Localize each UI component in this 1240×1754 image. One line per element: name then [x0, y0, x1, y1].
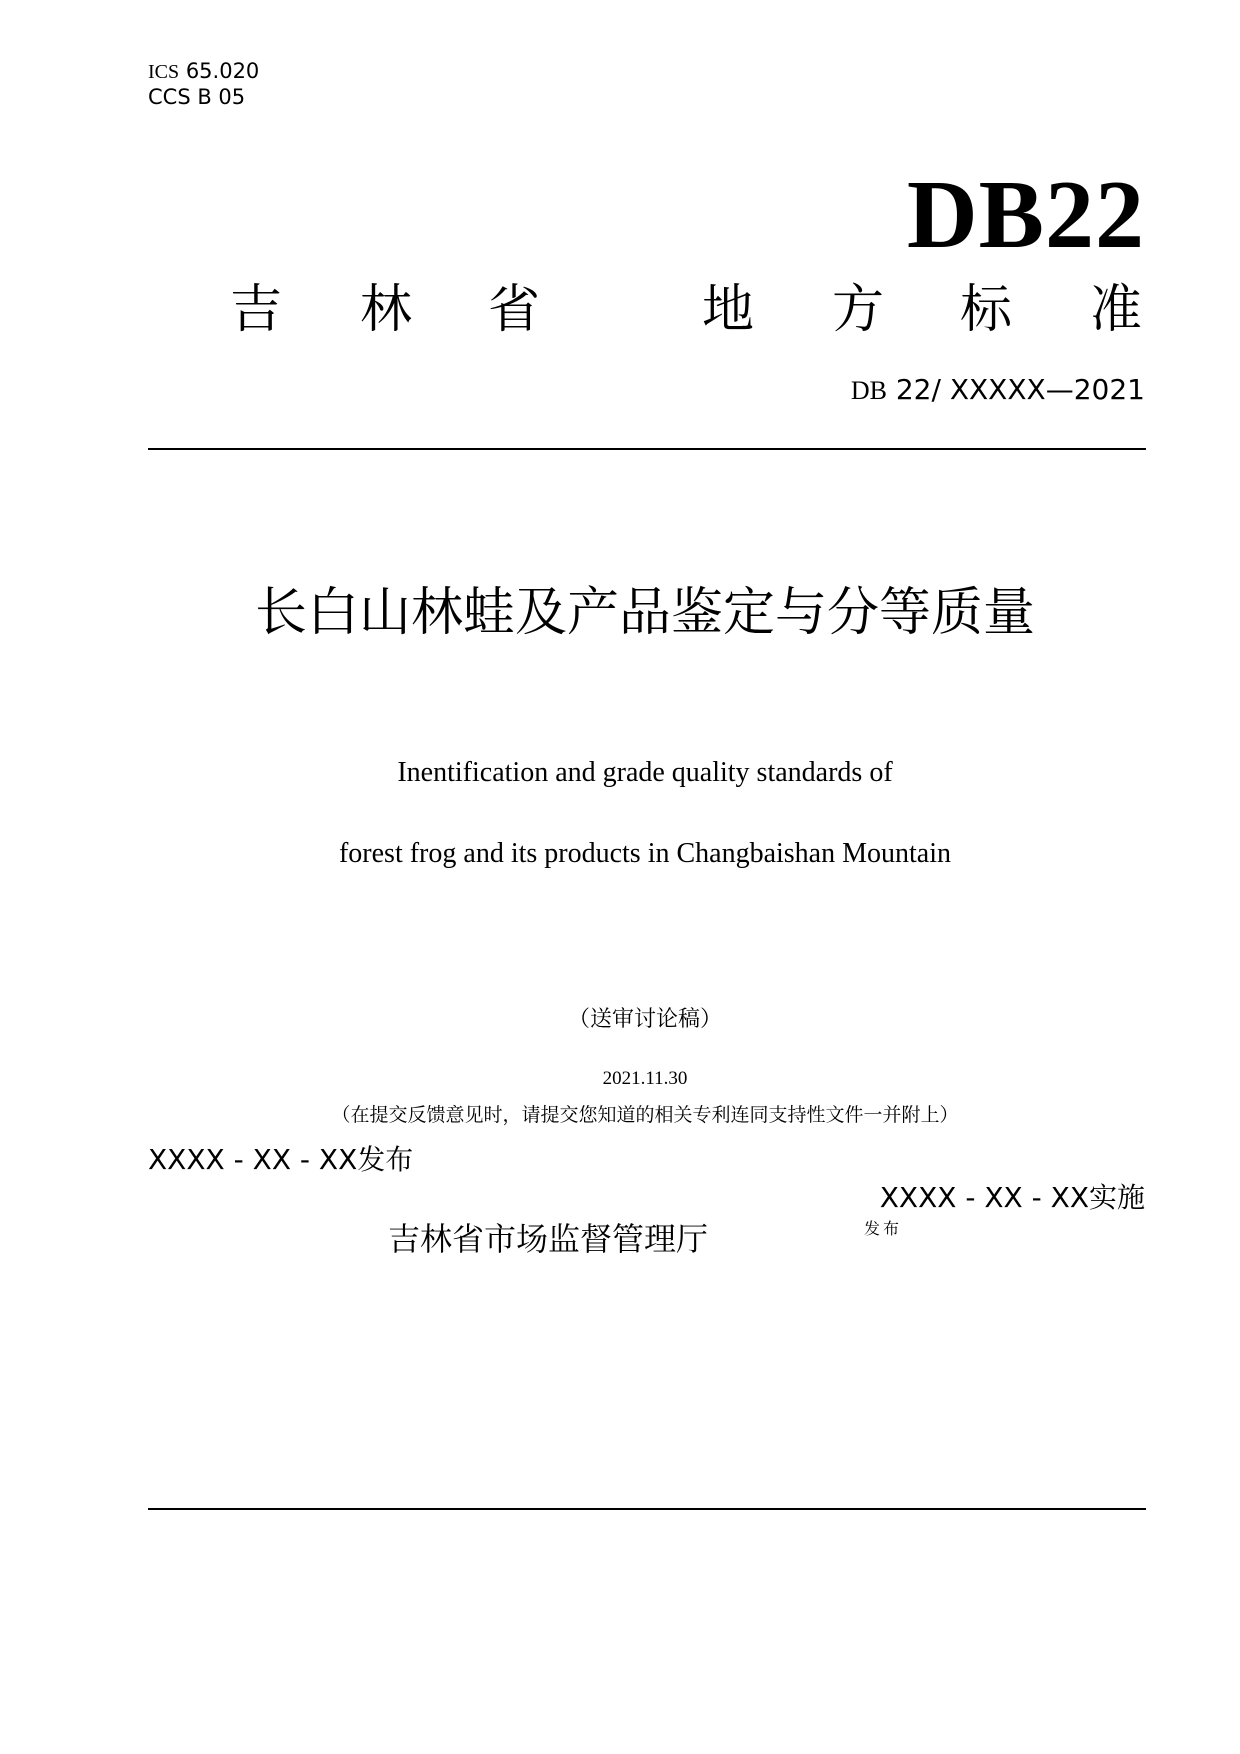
province-standard-heading [0, 280, 1240, 340]
draft-date: 2021.11.30 [602, 1068, 688, 1089]
heading-char: 吉 [230, 280, 283, 340]
heading-char: 地 [702, 280, 755, 340]
publish-date: XXXX - XX - XX发布 [148, 1143, 414, 1176]
bottom-divider [148, 1508, 1146, 1510]
ics-code: 65.020 [185, 59, 260, 83]
issue-mark: 发布 [864, 1219, 903, 1238]
standard-code: DB22 [906, 161, 1145, 269]
heading-char: 方 [832, 280, 885, 340]
title-chinese: 长白山林蛙及产品鉴定与分等质量 [254, 583, 1035, 643]
standard-number [851, 372, 1145, 409]
implement-date: XXXX - XX - XX实施 [879, 1181, 1145, 1214]
issuing-authority: 吉林省市场监督管理厅 [388, 1220, 709, 1258]
title-english-line1: Inentification and grade quality standards of [397, 757, 893, 788]
title-english-line2: forest frog and its products in Changbaishan Mountain [338, 838, 951, 869]
standard-number-value: 22/ XXXXX—2021 [895, 373, 1145, 406]
heading-char: 省 [488, 280, 541, 340]
heading-char: 林 [360, 280, 413, 340]
standard-number-prefix: DB [850, 376, 887, 405]
ics-line [148, 58, 259, 85]
top-divider [148, 448, 1146, 450]
heading-char: 标 [960, 280, 1013, 340]
feedback-note: （在提交反馈意见时，请提交您知道的相关专利连同支持性文件一并附上） [331, 1105, 959, 1126]
heading-char: 准 [1090, 280, 1143, 340]
ccs-code: CCS B 05 [148, 85, 246, 109]
ics-label: ICS [148, 61, 180, 83]
draft-label: （送审讨论稿） [567, 1006, 722, 1031]
